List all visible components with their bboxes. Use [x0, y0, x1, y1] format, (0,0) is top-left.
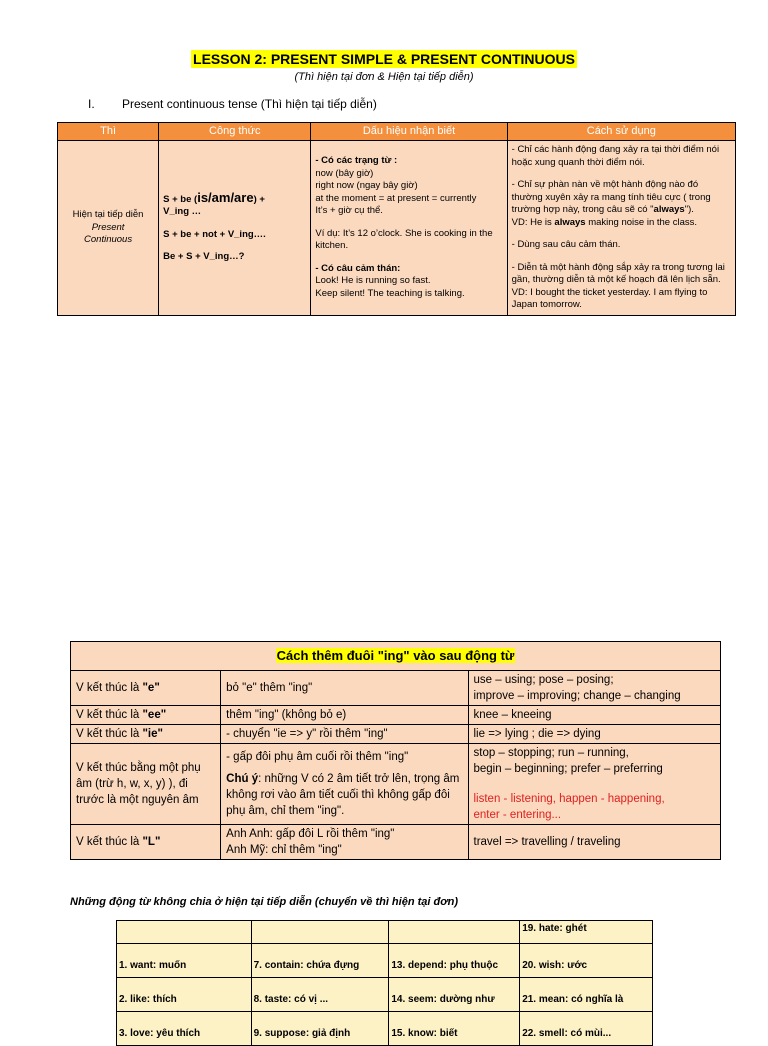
- verb-cell: 20. wish: ước: [520, 944, 653, 978]
- verb-cell: 14. seem: dường như: [389, 978, 520, 1012]
- ing-row-ee: [71, 706, 721, 725]
- tense-name: Hiện tại tiếp diễn: [72, 209, 144, 220]
- usage-6: VD: I bought the ticket yesterday. I am flying to Japan tomorrow.: [511, 286, 708, 310]
- tense-name-cell: [58, 141, 159, 316]
- sign-look: Look! He is running so fast.: [315, 275, 431, 287]
- page-title: LESSON 2: PRESENT SIMPLE & PRESENT CONTINUOUS: [193, 51, 575, 67]
- verb-cell: [251, 921, 389, 944]
- verbs-note: Những động từ không chia ở hiện tại tiếp diễn (chuyển về thì hiện tại đơn): [70, 896, 458, 908]
- ing-example-cell: lie => lying ; die => dying: [468, 725, 721, 744]
- verb-cell: [117, 921, 252, 944]
- ing-row-l: [71, 825, 721, 860]
- ing-table-header-row: [71, 642, 721, 671]
- tense-table: [57, 122, 736, 316]
- signs-heading-exclamation: - Có câu cảm thán:: [315, 262, 401, 274]
- verb-cell: 8. taste: có vị ...: [251, 978, 389, 1012]
- ing-method-cell: bỏ "e" thêm "ing": [221, 671, 468, 706]
- header-formula: Công thức: [159, 123, 311, 141]
- verb-cell: 2. like: thích: [117, 978, 252, 1012]
- sign-keep-silent: Keep silent! The teaching is talking.: [315, 287, 465, 299]
- formula-question: Be + S + V_ing…?: [163, 251, 245, 263]
- tense-table-header-row: [58, 123, 736, 141]
- ing-example-cell: travel => travelling / traveling: [468, 825, 721, 860]
- ing-row-ie: [71, 725, 721, 744]
- formula-cell: [159, 141, 311, 316]
- usage-cell: [507, 141, 735, 316]
- header-tense: Thì: [58, 123, 159, 141]
- verb-cell: 15. know: biết: [389, 1012, 520, 1046]
- stative-verbs-table: [116, 920, 653, 1046]
- formula-affirmative-line2: V_ing …: [163, 206, 202, 218]
- formula-be-forms: is/am/are: [197, 189, 254, 205]
- formula-affirmative-post: ) +: [253, 193, 265, 205]
- ing-row-e: [71, 671, 721, 706]
- verb-cell: 21. mean: có nghĩa là: [520, 978, 653, 1012]
- verb-cell: 7. contain: chứa đựng: [251, 944, 389, 978]
- page-subtitle: (Thì hiện tại đơn & Hiện tại tiếp diễn): [294, 71, 474, 83]
- signs-heading-adverbs: - Có các trạng từ :: [315, 155, 398, 167]
- tense-table-row: [58, 141, 736, 316]
- usage-3: VD: He is always making noise in the class.: [511, 216, 697, 228]
- verb-cell: 19. hate: ghét: [520, 921, 653, 944]
- ing-method-cell: - gấp đôi phụ âm cuối rồi thêm "ing" Chú ý: những V có 2 âm tiết trở lên, trọng âm không rơi vào âm tiết cuối thì không gấp đôi phụ âm, chỉ them "ing".: [221, 744, 468, 825]
- ing-example-cell: stop – stopping; run – running, begin – beginning; prefer – preferring listen - listening, happen - happening, enter - entering...: [468, 744, 721, 825]
- ing-rule-cell: V kết thúc là "ee": [71, 706, 221, 725]
- section-heading: [88, 97, 377, 111]
- sign-its-time: It’s + giờ cụ thể.: [315, 205, 383, 217]
- section-label: Present continuous tense (Thì hiện tại tiếp diễn): [122, 97, 377, 111]
- verb-cell: 9. suppose: giả định: [251, 1012, 389, 1046]
- ing-rule-cell: V kết thúc là "L": [71, 825, 221, 860]
- ing-example-cell: use – using; pose – posing; improve – improving; change – changing: [468, 671, 721, 706]
- usage-1: - Chỉ các hành động đang xảy ra tại thời điểm nói hoặc xung quanh thời điểm nói.: [511, 144, 720, 168]
- ing-table-header: Cách thêm đuôi "ing" vào sau động từ: [71, 642, 721, 671]
- verb-cell: [389, 921, 520, 944]
- verb-cell: 13. depend: phụ thuộc: [389, 944, 520, 978]
- usage-4: - Dùng sau câu cảm thán.: [511, 239, 621, 250]
- ing-table: [70, 641, 721, 860]
- ing-rule-cell: V kết thúc là "ie": [71, 725, 221, 744]
- sign-right-now: right now (ngay bây giờ): [315, 180, 418, 192]
- verb-cell: 22. smell: có mùi...: [520, 1012, 653, 1046]
- section-number: I.: [88, 97, 95, 111]
- formula-affirmative-pre: S + be (: [163, 193, 198, 205]
- verb-cell: 1. want: muốn: [117, 944, 252, 978]
- usage-5: - Diễn tả một hành động sắp xảy ra trong tương lai gần, thường diễn tả một kế hoạch đã lên lịch sẵn.: [511, 261, 725, 285]
- verbs-row: [117, 1012, 653, 1046]
- ing-example-cell: knee – kneeing: [468, 706, 721, 725]
- verbs-row: [117, 921, 653, 944]
- header-usage: Cách sử dụng: [507, 123, 735, 141]
- title-wrap: [0, 50, 768, 69]
- verbs-row: [117, 978, 653, 1012]
- ing-method-cell: thêm "ing" (không bỏ e): [221, 706, 468, 725]
- ing-row-consonant: [71, 744, 721, 825]
- tense-name-en-1: Present: [91, 221, 125, 233]
- usage-2: - Chỉ sự phàn nàn về một hành động nào đó thường xuyên xảy ra mang tính tiêu cực ( trong trường hợp này, trong câu sẽ có "always").: [511, 179, 711, 215]
- sign-at-the-moment: at the moment = at present = currently: [315, 192, 477, 204]
- verb-cell: 3. love: yêu thích: [117, 1012, 252, 1046]
- sign-example: Ví dụ: It’s 12 o’clock. She is cooking in the kitchen.: [315, 227, 493, 252]
- tense-name-en-2: Continuous: [84, 234, 133, 245]
- verbs-row: [117, 944, 653, 978]
- ing-method-cell: - chuyển "ie => y" rồi thêm "ing": [221, 725, 468, 744]
- ing-method-cell: Anh Anh: gấp đôi L rồi thêm "ing" Anh Mỹ: chỉ thêm "ing": [221, 825, 468, 860]
- ing-rule-cell: V kết thúc là "e": [71, 671, 221, 706]
- signs-cell: [311, 141, 507, 316]
- header-signs: Dấu hiệu nhận biết: [311, 123, 507, 141]
- ing-rule-cell: V kết thúc bằng một phụ âm (trừ h, w, x, y) ), đi trước là một nguyên âm: [71, 744, 221, 825]
- formula-negative: S + be + not + V_ing….: [163, 228, 266, 240]
- sign-now: now (bây giờ): [315, 167, 374, 179]
